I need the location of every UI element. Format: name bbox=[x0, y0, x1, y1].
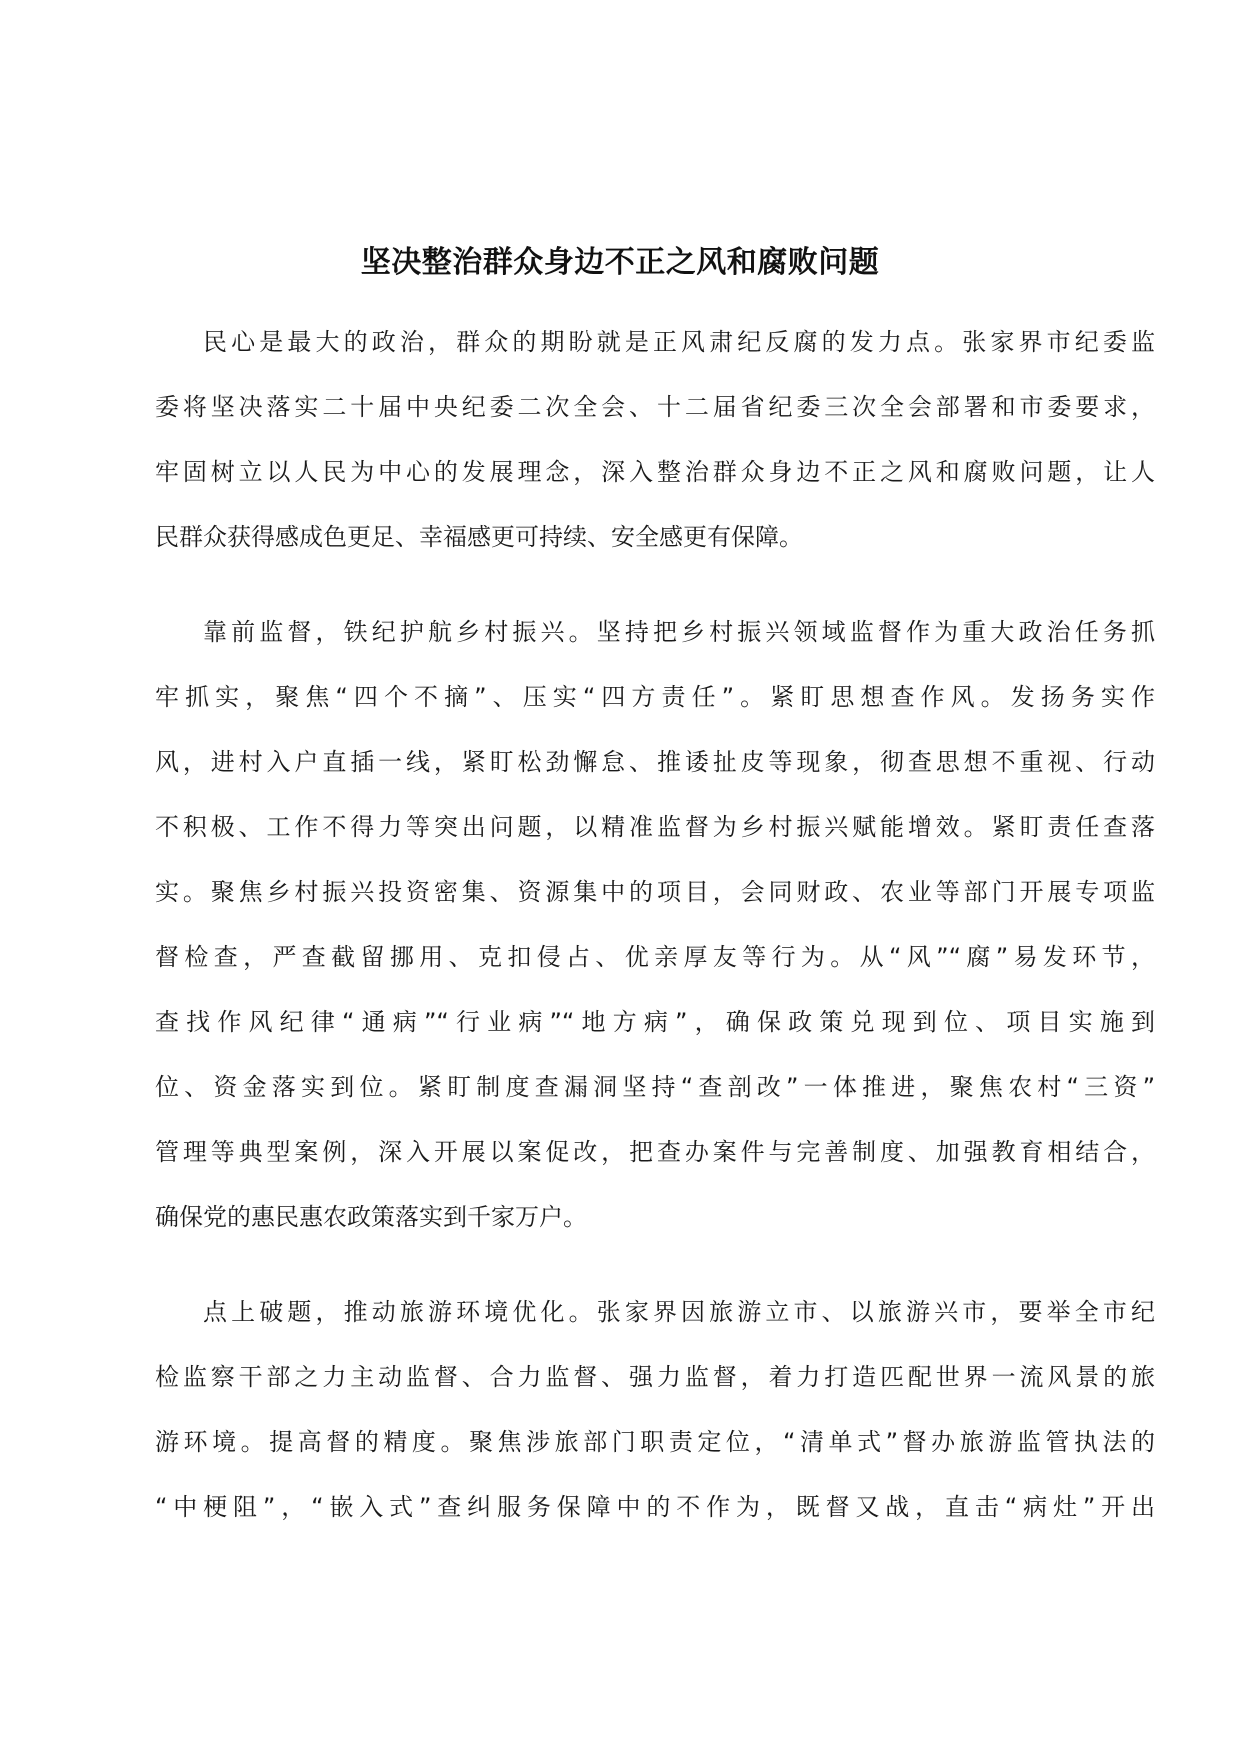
document-title: 坚决整治群众身边不正之风和腐败问题 bbox=[360, 245, 880, 281]
paragraph-line: 位、资金落实到位。紧盯制度查漏洞坚持“查剖改”一体推进，聚焦农村“三资” bbox=[155, 1073, 1155, 1101]
paragraph-line: 牢固树立以人民为中心的发展理念，深入整治群众身边不正之风和腐败问题，让人 bbox=[155, 458, 1155, 486]
paragraph-line: 查找作风纪律“通病”“行业病”“地方病”，确保政策兑现到位、项目实施到 bbox=[155, 1008, 1155, 1036]
paragraph-line: 管理等典型案例，深入开展以案促改，把查办案件与完善制度、加强教育相结合， bbox=[155, 1138, 1155, 1166]
paragraph-line: 确保党的惠民惠农政策落实到千家万户。 bbox=[155, 1203, 587, 1231]
paragraph-line: 民心是最大的政治，群众的期盼就是正风肃纪反腐的发力点。张家界市纪委监 bbox=[203, 328, 1155, 356]
paragraph-line: 委将坚决落实二十届中央纪委二次全会、十二届省纪委三次全会部署和市委要求， bbox=[155, 393, 1155, 421]
paragraph-1 bbox=[155, 310, 1155, 570]
paragraph-line: “中梗阻”，“嵌入式”查纠服务保障中的不作为，既督又战，直击“病灶”开出 bbox=[155, 1493, 1155, 1521]
paragraph-line: 不积极、工作不得力等突出问题，以精准监督为乡村振兴赋能增效。紧盯责任查落 bbox=[155, 813, 1155, 841]
paragraph-line: 民群众获得感成色更足、幸福感更可持续、安全感更有保障。 bbox=[155, 523, 803, 551]
paragraph-line: 牢抓实，聚焦“四个不摘”、压实“四方责任”。紧盯思想查作风。发扬务实作 bbox=[155, 683, 1155, 711]
paragraph-line: 点上破题，推动旅游环境优化。张家界因旅游立市、以旅游兴市，要举全市纪 bbox=[203, 1298, 1155, 1326]
paragraph-line: 实。聚焦乡村振兴投资密集、资源集中的项目，会同财政、农业等部门开展专项监 bbox=[155, 878, 1155, 906]
paragraph-line: 督检查，严查截留挪用、克扣侵占、优亲厚友等行为。从“风”“腐”易发环节， bbox=[155, 943, 1155, 971]
paragraph-line: 靠前监督，铁纪护航乡村振兴。坚持把乡村振兴领域监督作为重大政治任务抓 bbox=[203, 618, 1155, 646]
paragraph-line: 风，进村入户直插一线，紧盯松劲懈怠、推诿扯皮等现象，彻查思想不重视、行动 bbox=[155, 748, 1155, 776]
paragraph-line: 游环境。提高督的精度。聚焦涉旅部门职责定位，“清单式”督办旅游监管执法的 bbox=[155, 1428, 1155, 1456]
paragraph-line: 检监察干部之力主动监督、合力监督、强力监督，着力打造匹配世界一流风景的旅 bbox=[155, 1363, 1155, 1391]
paragraph-3 bbox=[155, 1280, 1155, 1540]
paragraph-2 bbox=[155, 600, 1155, 1250]
